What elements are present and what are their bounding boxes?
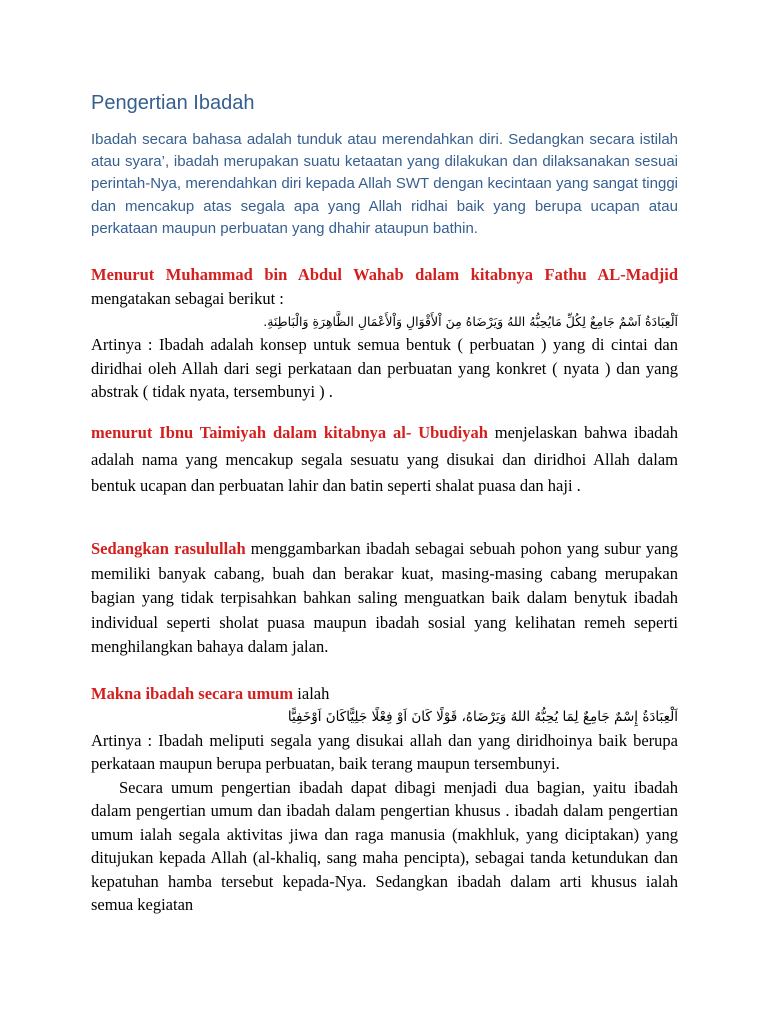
- section-text: mengatakan sebagai berikut :: [91, 288, 284, 308]
- section-text: menjelaskan bahwa ibadah adalah nama yang mencakup segala sesuatu yang disukai dan diridhoi Allah dalam bentuk ucapan dan perbuatan lahir dan batin seperti shalat puasa dan haji .: [91, 423, 678, 495]
- section-rasulullah: [91, 537, 678, 660]
- translation-text: Artinya : Ibadah meliputi segala yang disukai allah dan yang diridhoinya baik berupa perkataan maupun berupa perbuatan, baik terang maupun tersembunyi.: [91, 730, 678, 773]
- translation-text: Artinya : Ibadah adalah konsep untuk semua bentuk ( perbuatan ) yang di cintai dan diridhai oleh Allah dari segi perkataan dan perbuatan yang konkret ( nyata ) dan yang abstrak ( tidak nyata, tersembunyi ) .: [91, 335, 678, 401]
- section-highlight: menurut Ibnu Taimiyah dalam kitabnya al- Ubudiyah: [91, 423, 488, 442]
- section-highlight: Menurut Muhammad bin Abdul Wahab dalam kitabnya Fathu AL-Madjid: [91, 265, 678, 284]
- page-title: Pengertian Ibadah: [91, 92, 255, 114]
- section-highlight: Makna ibadah secara umum: [91, 684, 294, 703]
- section-muhammad-bin-abdul-wahab: [91, 263, 678, 404]
- arabic-quote: اَلْعِبَادَةُ إِسْمٌ جَامِعٌ لِمَا يُحِبُّهُ اللهُ وَيَرْضَاهُ، قَوْلًا كَانَ اَوْ فِعْلًا جَلِيًّاكَانَ اَوْخَفِيًّا: [287, 708, 678, 725]
- body-paragraph: Secara umum pengertian ibadah dapat dibagi menjadi dua bagian, yaitu ibadah dalam pengertian umum dan ibadah dalam pengertian khusus . ibadah dalam pengertian umum ialah segala aktivitas jiwa dan raga manusia (makhluk, yang diciptakan) yang ditujukan kepada Allah (al-khaliq, sang maha pencipta), sebagai tanda ketundukan dan kepatuhan hamba tersebut kepada-Nya. Sedangkan ibadah dalam arti khusus ialah semua kegiatan: [91, 777, 678, 914]
- section-text: menggambarkan ibadah sebagai sebuah pohon yang subur yang memiliki banyak cabang, buah dan berakar kuat, masing-masing cabang merupakan bagian yang tidak terpisahkan bahkan saling menguatkan baik dalam benytuk ibadah individual seperti sholat puasa maupun ibadah sosial yang kelihatan remeh seperti menghilangkan bahaya dalam jalan.: [91, 539, 679, 656]
- section-ibnu-taimiyah: [91, 420, 678, 500]
- arabic-quote: اَلْعِبَادَةُ اَسْمٌ جَامِعٌ لِكُلِّ مَايُحِبُّهُ اللهُ وَيَرْضَاهُ مِنَ اْلأَقْوَالِ وَاْلأَعْمَالِ الظَّاهِرَةِ وَالْبَاطِنَةِ.: [263, 314, 678, 329]
- section-text: ialah: [293, 684, 330, 703]
- section-makna-ibadah: [91, 682, 678, 917]
- section-highlight: Sedangkan rasulullah: [91, 539, 246, 558]
- intro-paragraph: Ibadah secara bahasa adalah tunduk atau merendahkan diri. Sedangkan secara istilah atau syara’, ibadah merupakan suatu ketaatan yang dilakukan dan dilaksanakan sesuai perintah-Nya, merendahkan diri kepada Allah SWT dengan kecintaan yang sangat tinggi dan mencakup atas segala apa yang Allah ridhai baik yang berupa ucapan atau perkataan maupun perbuatan yang dhahir ataupun bathin.: [91, 131, 678, 237]
